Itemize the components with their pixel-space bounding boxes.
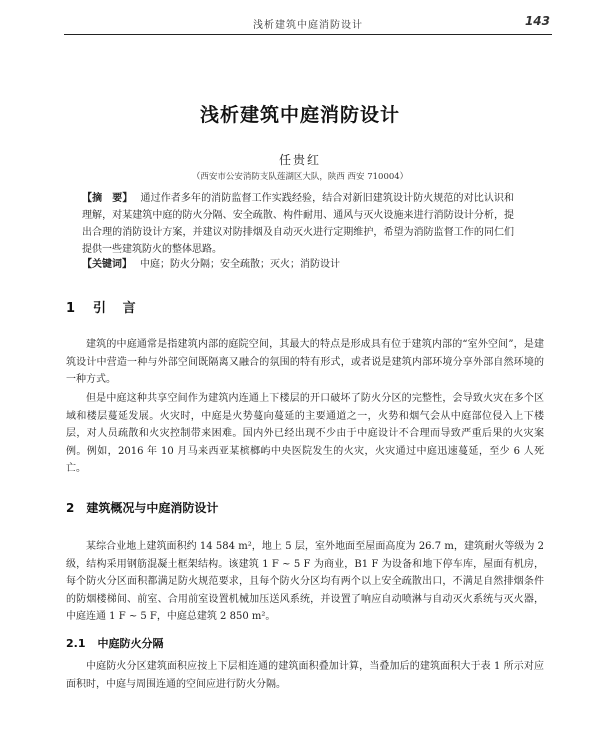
section-1-paragraph-2: 但是中庭这种共享空间作为建筑内连通上下楼层的开口破坏了防火分区的完整性，会导致火灾在多个区域和楼层蔓延发展。火灾时，中庭是火势蔓向蔓延的主要通道之一，火势和烟气会从中庭部位侵入上下楼层，对人员疏散和火灾控制带来困难。国内外已经出现不少由于中庭设计不合理而导致严重后果的火灾案例。例如，2016 年 10 月马来西亚某槟榔屿中央医院发生的火灾，火灾通过中庭迅速蔓延，至少 6 人死亡。 bbox=[66, 393, 544, 474]
section-2-1-number: 2.1 bbox=[66, 637, 86, 650]
section-1-paragraph-1: 建筑的中庭通常是指建筑内部的庭院空间，其最大的特点是形成具有位于建筑内部的“室外空间”，是建筑设计中营造一种与外部空间既隔离又融合的氛围的特有形式，或者说是建筑内部环境分享外部自然环境的一种方式。 bbox=[66, 339, 544, 385]
abstract bbox=[82, 190, 514, 258]
abstract-text: 通过作者多年的消防监督工作实践经验，结合对新旧建筑设计防火规范的对比认识和理解，对某建筑中庭的防火分隔、安全疏散、构件耐用、通风与灭火设施来进行消防设计分析，提出合理的消防设计方案，并建议对防排烟及自动灭火进行定期维护，希望为消防监督工作的同仁们提供一些建筑防火的整体思路。 bbox=[82, 193, 515, 255]
section-2-paragraph-1: 某综合业地上建筑面积约 14 584 m²，地上 5 层，室外地面至屋面高度为 26.7 m，建筑耐火等级为 2 级，结构采用钢筋混凝土框架结构。该建筑 1 F ~ 5 F 为商业，B1 F 为设备和地下停车库，屋面有机房，每个防火分区面积都满足防火规范要求，且每个防火分区均有两个以上安全疏散出口，不满足自然排烟条件的防烟楼梯间、前室、合用前室设置机械加压送风系统，并设置了响应自动喷淋与自动灭火系统与灭火器，中庭连通 1 F ~ 5 F，中庭总建筑 2 850 m²。 bbox=[66, 541, 544, 622]
keywords-label: 【关键词】 bbox=[82, 259, 132, 270]
article-title: 浅析建筑中庭消防设计 bbox=[199, 104, 400, 126]
author-name: 任贵红 bbox=[278, 153, 321, 167]
keywords-text: 中庭；防火分隔；安全疏散；灭火；消防设计 bbox=[140, 259, 340, 270]
section-1-title: 引 言 bbox=[93, 301, 142, 316]
running-header bbox=[64, 14, 552, 35]
section-2-1-paragraph-1: 中庭防火分区建筑面积应按上下层相连通的建筑面积叠加计算，当叠加后的建筑面积大于表 1 所示对应面积时，中庭与周围连通的空间应进行防火分隔。 bbox=[66, 661, 544, 690]
page-number: 143 bbox=[524, 14, 550, 28]
author-affiliation: （西安市公安消防支队莲湖区大队，陕西 西安 710004） bbox=[191, 172, 409, 182]
running-title: 浅析建筑中庭消防设计 bbox=[253, 20, 363, 31]
keywords bbox=[82, 256, 514, 273]
section-2-1-title: 中庭防火分隔 bbox=[97, 637, 164, 650]
section-1-number: 1 bbox=[66, 301, 82, 316]
section-2-heading bbox=[66, 499, 218, 516]
section-2-1-heading bbox=[66, 635, 164, 651]
section-2-title: 建筑概况与中庭消防设计 bbox=[86, 501, 219, 515]
section-2-number: 2 bbox=[66, 501, 75, 515]
abstract-label: 【摘 要】 bbox=[82, 193, 133, 204]
section-1-heading bbox=[66, 297, 142, 316]
